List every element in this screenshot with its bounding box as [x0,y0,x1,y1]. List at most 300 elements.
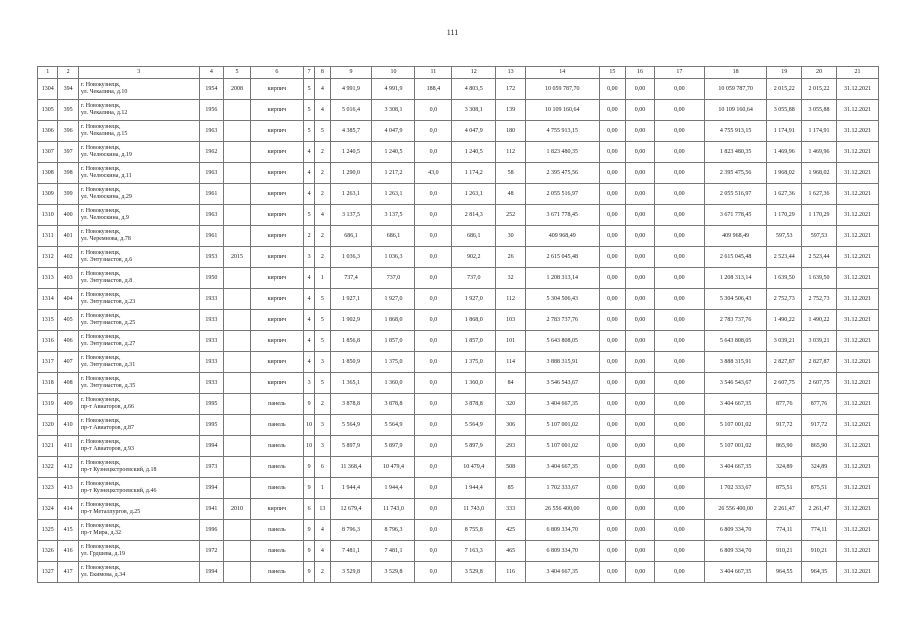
table-cell: 597,53 [767,226,802,247]
table-cell: 4 [303,184,314,205]
table-cell: 31.12.2021 [836,436,878,457]
table-cell: 1995 [199,415,224,436]
table-cell: 1933 [199,331,224,352]
table-cell: 1 927,1 [330,289,372,310]
table-cell: 0,00 [626,184,655,205]
table-cell: 1 627,36 [802,184,837,205]
table-cell: 0,00 [626,205,655,226]
address-street: ул. Челюскина, д.11 [80,173,132,179]
table-cell: 4 [303,289,314,310]
table-cell: панель [250,478,303,499]
table-cell [224,352,251,373]
table-cell: 31.12.2021 [836,310,878,331]
column-header: 12 [452,67,496,79]
address-city: г. Новокузнецк, [80,544,121,550]
table-cell [224,331,251,352]
table-cell: 403 [58,268,78,289]
table-cell: 409 968,49 [525,226,599,247]
table-cell: 31.12.2021 [836,541,878,562]
address-street: ул. Черемнова, д.78 [80,236,131,242]
table-cell: 2 [315,184,330,205]
table-cell [224,184,251,205]
table-cell: 48 [496,184,526,205]
table-cell: 3 039,21 [802,331,837,352]
table-cell: 5 107 001,02 [525,415,599,436]
table-cell: 1 170,29 [802,205,837,226]
table-cell: кирпич [250,79,303,100]
table-cell: 1317 [38,352,58,373]
address-street: ул. Челюскина, д.29 [80,194,132,200]
table-cell: 425 [496,520,526,541]
table-cell [224,289,251,310]
table-cell: 1 360,0 [452,373,496,394]
table-cell: 737,4 [330,268,372,289]
table-cell: 0,00 [626,415,655,436]
table-cell: 910,21 [802,541,837,562]
address-cell [78,142,199,163]
address-street: ул. Чекалина, д.12 [80,110,128,116]
table-cell: 1950 [199,268,224,289]
table-cell: 3 308,1 [452,100,496,121]
table-cell: кирпич [250,121,303,142]
table-cell [224,478,251,499]
table-cell: 3 529,8 [330,562,372,583]
table-cell: 9 [303,478,314,499]
table-cell: 4 047,9 [452,121,496,142]
table-cell: 5 107 001,02 [704,436,766,457]
table-cell: 188,4 [415,79,452,100]
table-cell: 2 395 475,56 [704,163,766,184]
table-cell: 31.12.2021 [836,415,878,436]
table-cell: 306 [496,415,526,436]
table-cell: 32 [496,268,526,289]
table-cell [224,520,251,541]
address-cell [78,541,199,562]
table-cell: 324,89 [802,457,837,478]
table-cell: 31.12.2021 [836,205,878,226]
table-cell: 0,00 [626,268,655,289]
table-cell: 0,0 [415,142,452,163]
table-cell: 1 469,96 [767,142,802,163]
table-cell: 6 809 334,70 [525,541,599,562]
table-cell: кирпич [250,268,303,289]
table-cell [224,457,251,478]
table-cell: 0,00 [626,352,655,373]
address-street: ул. Энтузиастов, д.25 [80,320,136,326]
table-cell: 26 556 400,00 [525,499,599,520]
address-cell [78,289,199,310]
address-street: пр-т Авиаторов, д.66 [80,404,135,410]
table-row [38,79,879,100]
table-cell: 2 523,44 [767,247,802,268]
column-header: 19 [767,67,802,79]
table-cell: 3 404 667,35 [704,562,766,583]
table-cell [224,394,251,415]
table-cell: 1 208 313,14 [704,268,766,289]
address-city: г. Новокузнецк, [80,460,121,466]
table-cell: 1 868,0 [452,310,496,331]
table-cell: 3 137,5 [330,205,372,226]
table-cell: 4 803,5 [452,79,496,100]
table-cell: 3 888 315,91 [704,352,766,373]
table-cell: 1 968,02 [802,163,837,184]
table-cell: 1324 [38,499,58,520]
address-city: г. Новокузнецк, [80,355,121,361]
column-header: 17 [654,67,704,79]
table-cell: 1 702 333,67 [525,478,599,499]
table-cell [224,205,251,226]
table-cell: 9 [303,457,314,478]
table-cell: панель [250,415,303,436]
address-city: г. Новокузнецк, [80,502,121,508]
address-street: ул. Энтузиастов, д.31 [80,362,136,368]
address-street: пр-т Мира, д.32 [80,530,121,536]
table-cell: 2 [303,226,314,247]
table-cell: 0,0 [415,205,452,226]
table-cell: 12 679,4 [330,499,372,520]
table-cell: 3 404 667,35 [704,394,766,415]
table-cell: 1 036,3 [330,247,372,268]
table-cell: 9 [303,394,314,415]
address-street: пр-т Авиаторов, д.87 [80,425,135,431]
table-cell: 2 814,3 [452,205,496,226]
table-cell: 11 743,0 [452,499,496,520]
table-cell [224,100,251,121]
table-cell: 31.12.2021 [836,394,878,415]
table-cell: 964,55 [767,562,802,583]
address-street: ул. Энтузиастов, д.8 [80,278,133,284]
table-cell: 0,00 [599,184,626,205]
table-cell: 1 174,91 [767,121,802,142]
table-cell: 5 [315,331,330,352]
table-cell [224,373,251,394]
table-cell: 2 [315,226,330,247]
column-header: 15 [599,67,626,79]
table-cell: 31.12.2021 [836,352,878,373]
table-cell: 0,00 [626,163,655,184]
table-cell: 0,00 [599,562,626,583]
table-cell: 10 479,4 [372,457,415,478]
table-cell: 2 055 516,97 [525,184,599,205]
address-cell [78,268,199,289]
table-cell: 4 755 913,15 [704,121,766,142]
table-cell [224,415,251,436]
table-cell: 31.12.2021 [836,331,878,352]
table-cell: панель [250,520,303,541]
table-cell: 0,0 [415,562,452,583]
table-cell: 0,00 [654,520,704,541]
table-cell: кирпич [250,142,303,163]
table-cell: 10 109 160,64 [525,100,599,121]
table-cell: 0,00 [626,289,655,310]
table-cell: 0,00 [654,184,704,205]
table-cell: 0,0 [415,310,452,331]
table-cell: 0,00 [654,79,704,100]
table-cell: 2 827,87 [767,352,802,373]
table-cell: 0,00 [599,499,626,520]
column-header: 1 [38,67,58,79]
table-cell: 0,00 [599,226,626,247]
table-cell: 1 823 480,35 [704,142,766,163]
table-cell: 1305 [38,100,58,121]
table-cell [224,562,251,583]
table-cell: 2 783 737,76 [704,310,766,331]
column-header: 4 [199,67,224,79]
column-header: 13 [496,67,526,79]
table-cell: 1994 [199,478,224,499]
table-cell: 1 968,02 [767,163,802,184]
table-cell: 101 [496,331,526,352]
table-cell [224,142,251,163]
table-cell: 4 [303,163,314,184]
address-street: пр-т Кузнецкстроевский, д.18 [80,467,157,473]
table-cell: 1963 [199,205,224,226]
address-city: г. Новокузнецк, [80,166,121,172]
table-cell: 0,00 [626,373,655,394]
table-cell: 0,00 [599,352,626,373]
table-cell: 3 055,88 [802,100,837,121]
table-cell: 172 [496,79,526,100]
table-cell: 0,00 [599,100,626,121]
table-cell: 410 [58,415,78,436]
column-header: 18 [704,67,766,79]
table-cell: 1304 [38,79,58,100]
table-cell: 3 137,5 [372,205,415,226]
table-cell: 31.12.2021 [836,499,878,520]
table-row [38,373,879,394]
table-cell: 1 944,4 [330,478,372,499]
table-row [38,415,879,436]
table-cell: 1 263,1 [452,184,496,205]
table-cell: 2 261,47 [802,499,837,520]
table-cell: 0,00 [654,541,704,562]
table-cell: 13 [315,499,330,520]
table-cell: 408 [58,373,78,394]
table-cell: 413 [58,478,78,499]
table-cell: 3 [303,373,314,394]
table-cell: 1963 [199,121,224,142]
address-city: г. Новокузнецк, [80,271,121,277]
table-cell: 917,72 [802,415,837,436]
table-row [38,184,879,205]
address-city: г. Новокузнецк, [80,313,121,319]
table-cell: 0,00 [599,142,626,163]
table-cell: 865,90 [802,436,837,457]
table-cell: 1314 [38,289,58,310]
table-cell: 1 944,4 [452,478,496,499]
column-header: 21 [836,67,878,79]
address-city: г. Новокузнецк, [80,103,121,109]
address-street: ул. Энтузиастов, д.27 [80,341,136,347]
table-cell: кирпич [250,184,303,205]
table-cell: 2 [315,562,330,583]
table-cell: 3 [315,352,330,373]
table-cell: 5 [315,310,330,331]
table-cell: 0,00 [626,247,655,268]
address-street: пр-т Кузнецкстроевский, д.46 [80,488,157,494]
table-cell: 4 [315,205,330,226]
address-city: г. Новокузнецк, [80,124,121,130]
table-cell: 405 [58,310,78,331]
table-cell: 1313 [38,268,58,289]
table-cell: 0,0 [415,184,452,205]
table-cell: 2 752,73 [802,289,837,310]
table-cell: кирпич [250,331,303,352]
table-cell: 0,00 [599,457,626,478]
table-cell: 1 [315,268,330,289]
address-street: ул. Челюскина, д.9 [80,215,129,221]
table-cell: 11 743,0 [372,499,415,520]
table-cell: 3 039,21 [767,331,802,352]
table-cell: кирпич [250,289,303,310]
table-cell: 0,00 [654,142,704,163]
table-cell: 910,21 [767,541,802,562]
table-cell: 0,00 [599,373,626,394]
address-city: г. Новокузнецк, [80,418,121,424]
table-cell: 3 546 543,67 [525,373,599,394]
table-cell: 31.12.2021 [836,163,878,184]
table-cell: 31.12.2021 [836,226,878,247]
address-city: г. Новокузнецк, [80,229,121,235]
address-cell [78,457,199,478]
table-cell: 1306 [38,121,58,142]
table-cell: 2 607,75 [802,373,837,394]
table-cell: 3 529,8 [452,562,496,583]
table-cell: 0,00 [626,394,655,415]
table-cell: 1 375,0 [452,352,496,373]
table-cell: 0,00 [654,310,704,331]
table-cell: 1326 [38,541,58,562]
table-row [38,499,879,520]
table-cell: 0,00 [599,163,626,184]
table-cell: 1 490,22 [767,310,802,331]
table-cell: 0,00 [599,310,626,331]
table-cell: 10 479,4 [452,457,496,478]
table-cell: 10 109 160,64 [704,100,766,121]
address-street: ул. Энтузиастов, д.35 [80,383,136,389]
table-cell: 875,51 [767,478,802,499]
table-cell: 0,0 [415,268,452,289]
table-cell: 1 240,5 [330,142,372,163]
table-cell: 415 [58,520,78,541]
table-cell: 465 [496,541,526,562]
column-header: 5 [224,67,251,79]
table-cell: 5 564,9 [452,415,496,436]
table-cell: 3 308,1 [372,100,415,121]
address-cell [78,373,199,394]
table-cell: 1973 [199,457,224,478]
table-cell: 26 [496,247,526,268]
table-cell: 3 404 667,35 [525,394,599,415]
table-cell: 0,0 [415,415,452,436]
table-cell: 1310 [38,205,58,226]
table-cell: 0,00 [599,394,626,415]
table-cell: 1 240,5 [372,142,415,163]
address-cell [78,415,199,436]
table-cell: 1 639,50 [767,268,802,289]
table-cell: 4 [315,79,330,100]
address-city: г. Новокузнецк, [80,187,121,193]
table-cell: 0,00 [626,562,655,583]
table-cell: 3 671 778,45 [704,205,766,226]
table-cell: 1961 [199,184,224,205]
table-cell: 4 [315,520,330,541]
table-cell: 2 827,87 [802,352,837,373]
table-cell [224,541,251,562]
table-cell: 5 564,9 [330,415,372,436]
table-cell: 0,00 [626,121,655,142]
table-cell: 3 [315,415,330,436]
housing-register-table [37,66,879,583]
table-cell: 3 878,8 [330,394,372,415]
table-cell: 31.12.2021 [836,520,878,541]
table-cell: 84 [496,373,526,394]
table-cell: 0,00 [654,121,704,142]
address-city: г. Новокузнецк, [80,565,121,571]
column-header: 6 [250,67,303,79]
table-cell: 3 404 667,35 [704,457,766,478]
table-row [38,226,879,247]
column-header: 20 [802,67,837,79]
table-cell: 1 217,2 [372,163,415,184]
column-header: 7 [303,67,314,79]
table-cell: 1 856,8 [330,331,372,352]
table-cell: 401 [58,226,78,247]
table-cell: 1 263,1 [372,184,415,205]
table-cell: 5 [303,79,314,100]
table-cell: 252 [496,205,526,226]
table-cell: панель [250,436,303,457]
column-header: 2 [58,67,78,79]
table-cell: 9 [303,562,314,583]
table-cell: 0,00 [599,121,626,142]
table-row [38,331,879,352]
table-cell: 1 823 480,35 [525,142,599,163]
table-cell: 6 [315,457,330,478]
table-cell: 3 878,8 [452,394,496,415]
table-cell: 0,00 [654,205,704,226]
table-cell: 6 [303,499,314,520]
table-cell: 0,00 [654,226,704,247]
table-cell: 5 [303,121,314,142]
table-cell: 0,0 [415,436,452,457]
table-cell: 0,00 [599,289,626,310]
table-cell: кирпич [250,226,303,247]
column-header: 16 [626,67,655,79]
address-cell [78,79,199,100]
table-cell: 10 059 787,70 [525,79,599,100]
table-cell: 85 [496,478,526,499]
table-cell: 0,0 [415,373,452,394]
address-cell [78,394,199,415]
table-cell: 0,00 [654,394,704,415]
table-cell: 1 365,1 [330,373,372,394]
table-cell: 0,00 [626,310,655,331]
table-cell: 1 868,0 [372,310,415,331]
table-cell: 1953 [199,247,224,268]
table-cell: 1 639,50 [802,268,837,289]
table-cell: 0,00 [626,100,655,121]
table-cell: 0,00 [599,205,626,226]
table-cell: 1 469,96 [802,142,837,163]
table-cell: 320 [496,394,526,415]
table-cell: 26 556 400,00 [704,499,766,520]
table-cell: 875,51 [802,478,837,499]
table-cell: 4 [315,100,330,121]
address-cell [78,100,199,121]
table-cell: 103 [496,310,526,331]
table-cell: 0,00 [626,436,655,457]
